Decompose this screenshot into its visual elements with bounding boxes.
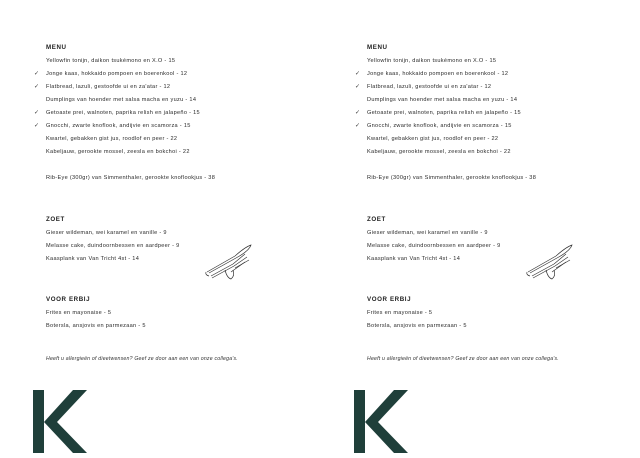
menu-item: Kwartel, gebakken gist jus, roodlof en peer - 22: [46, 136, 178, 142]
dessert-item: Melasse cake, duindoornbessen en aardpeer - 9: [46, 243, 180, 249]
sides-title: VOOR ERBIJ: [46, 296, 91, 303]
brand-logo: [33, 390, 89, 453]
menu-item: Kabeljauw, gerookte mossel, zeesla en bokchoi - 22: [367, 149, 511, 155]
checkmark-icon: ✓: [34, 84, 40, 90]
dessert-item: Gieser wildeman, wei karamel en vanille - 9: [46, 230, 167, 236]
checkmark-icon: ✓: [355, 84, 361, 90]
brand-logo: [354, 390, 410, 453]
dessert-section: [367, 216, 637, 266]
sides-item: Frites en mayonaise - 5: [367, 310, 433, 316]
dessert-item: Gieser wildeman, wei karamel en vanille - 9: [367, 230, 488, 236]
menu-item: Dumplings van hoender met salsa macha en yuzu - 14: [367, 97, 518, 103]
menu-item: Kwartel, gebakken gist jus, roodlof en peer - 22: [367, 136, 499, 142]
menu-item: ✓ Gnocchi, zwarte knoflook, andijvie en scamorza - 15: [46, 120, 316, 133]
checkmark-icon: ✓: [34, 123, 40, 129]
cutlery-icon: [205, 242, 255, 280]
checkmark-icon: ✓: [34, 110, 40, 116]
dessert-item: Kaasplank van Van Tricht 4st - 14: [46, 256, 140, 262]
menu-page-right: [321, 0, 640, 453]
menu-item: Yellowfin tonijn, daikon tsukémono en X.O - 15: [367, 58, 497, 64]
checkmark-icon: ✓: [355, 71, 361, 77]
sides-section: [46, 296, 316, 333]
sides-title: VOOR ERBIJ: [367, 296, 412, 303]
menu-item: Dumplings van hoender met salsa macha en yuzu - 14: [46, 97, 197, 103]
menu-item: ✓ Jonge kaas, hokkaido pompoen en boerenkool - 12: [46, 68, 316, 81]
menu-item: ✓ Getoaste prei, walnoten, paprika relish en jalapeño - 15: [367, 107, 637, 120]
menu-title: MENU: [367, 44, 388, 51]
menu-item: ✓ Getoaste prei, walnoten, paprika relish en jalapeño - 15: [46, 107, 316, 120]
checkmark-icon: ✓: [355, 110, 361, 116]
checkmark-icon: ✓: [355, 123, 361, 129]
dessert-section: [46, 216, 316, 266]
menu-item: ✓ Flatbread, lazuli, gestoofde ui en za'atar - 12: [367, 81, 637, 94]
allergy-note: Heeft u allergieën of dieetwensen? Geef ze door aan een van onze collega's.: [367, 356, 559, 362]
menu-item: ✓ Gnocchi, zwarte knoflook, andijvie en scamorza - 15: [367, 120, 637, 133]
sides-item: Frites en mayonaise - 5: [46, 310, 112, 316]
checkmark-icon: ✓: [34, 71, 40, 77]
menu-page-left: [0, 0, 320, 453]
menu-item: ✓ Flatbread, lazuli, gestoofde ui en za'atar - 12: [46, 81, 316, 94]
dessert-title: ZOET: [367, 216, 386, 223]
dessert-item: Kaasplank van Van Tricht 4st - 14: [367, 256, 461, 262]
menu-section: [34, 44, 316, 185]
sides-item: Botersla, ansjovis en parmezaan - 5: [46, 323, 146, 329]
menu-section: [355, 44, 637, 185]
menu-item: ✓ Jonge kaas, hokkaido pompoen en boerenkool - 12: [367, 68, 637, 81]
sides-section: [367, 296, 637, 333]
cutlery-icon: [526, 242, 576, 280]
menu-extra-item: Rib-Eye (300gr) van Simmenthaler, gerookte knoflookjus - 38: [46, 175, 216, 181]
dessert-item: Melasse cake, duindoornbessen en aardpeer - 9: [367, 243, 501, 249]
menu-title: MENU: [46, 44, 67, 51]
allergy-note: Heeft u allergieën of dieetwensen? Geef ze door aan een van onze collega's.: [46, 356, 238, 362]
menu-item: Kabeljauw, gerookte mossel, zeesla en bokchoi - 22: [46, 149, 190, 155]
dessert-title: ZOET: [46, 216, 65, 223]
menu-extra-item: Rib-Eye (300gr) van Simmenthaler, gerookte knoflookjus - 38: [367, 175, 537, 181]
sides-item: Botersla, ansjovis en parmezaan - 5: [367, 323, 467, 329]
menu-item: Yellowfin tonijn, daikon tsukémono en X.O - 15: [46, 58, 176, 64]
